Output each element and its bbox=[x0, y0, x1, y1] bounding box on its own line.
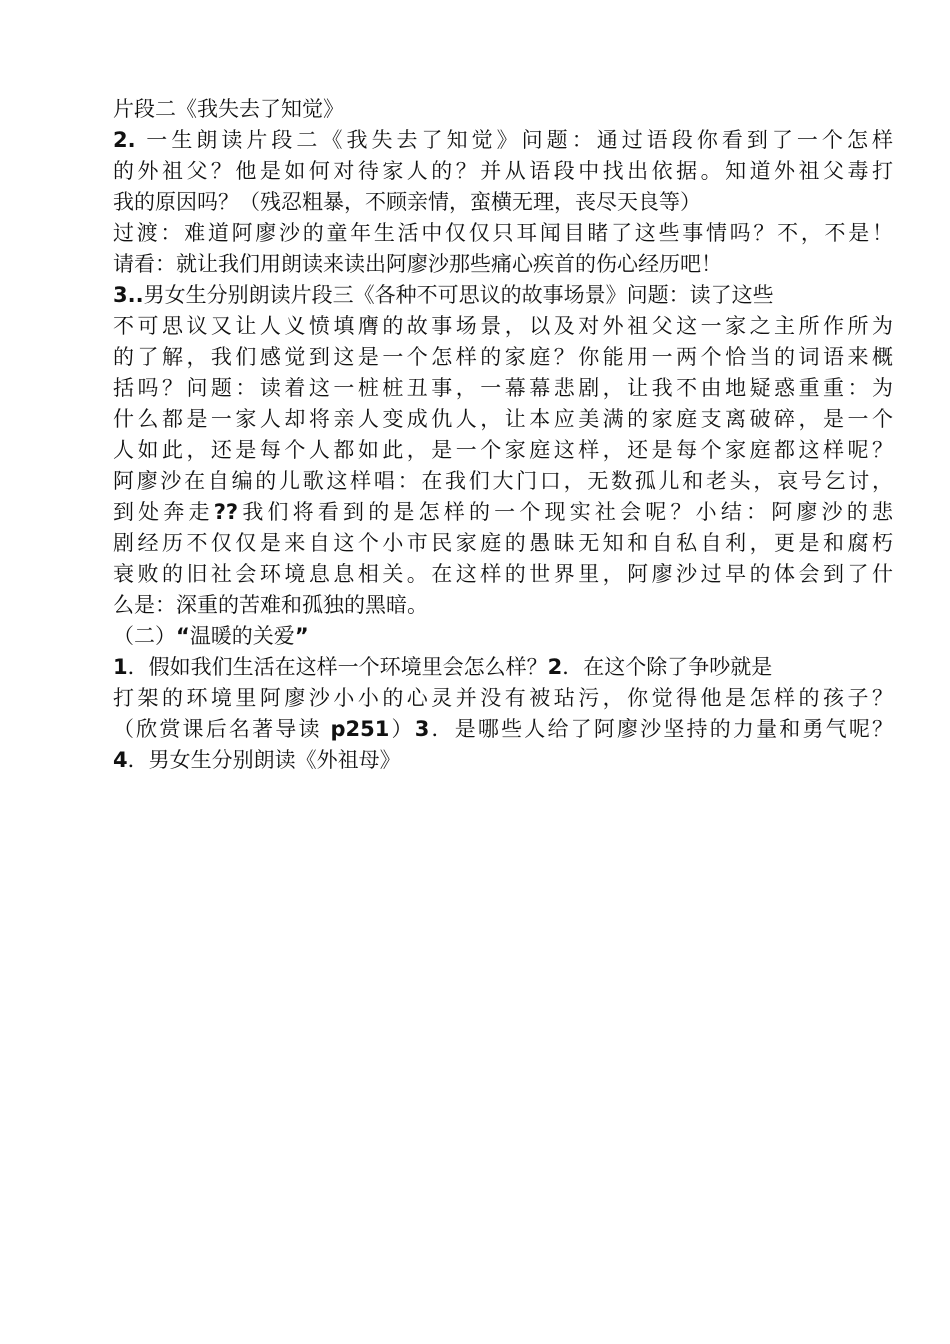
text-line bbox=[113, 683, 893, 714]
text-line bbox=[113, 342, 893, 373]
bold-number: 3 bbox=[414, 717, 430, 741]
bold-number: ” bbox=[294, 624, 309, 648]
text-segment: ．假如我们生活在这样一个环境里会怎么样？ bbox=[127, 655, 548, 679]
text-segment: （欣赏课后名著导读 bbox=[113, 717, 331, 741]
bold-number: ?? bbox=[213, 500, 239, 524]
text-line bbox=[113, 373, 893, 404]
text-line bbox=[113, 621, 893, 652]
bold-number: p251 bbox=[330, 717, 390, 741]
text-line bbox=[113, 311, 893, 342]
bold-number: 3.. bbox=[113, 283, 144, 307]
text-line bbox=[113, 497, 893, 528]
text-segment: ） bbox=[389, 717, 415, 741]
text-segment: ．在这个除了争吵就是 bbox=[562, 655, 773, 679]
text-line bbox=[113, 94, 893, 125]
text-segment: 么是：深重的苦难和孤独的黑暗。 bbox=[113, 593, 428, 617]
text-segment: 的外祖父？他是如何对待家人的？并从语段中找出依据。知道外祖父毒打 bbox=[113, 159, 893, 183]
text-segment: 括吗？问题：读着这一桩桩丑事，一幕幕悲剧，让我不由地疑惑重重：为 bbox=[113, 376, 893, 400]
text-line bbox=[113, 156, 893, 187]
text-line bbox=[113, 435, 893, 466]
text-line bbox=[113, 528, 893, 559]
text-line bbox=[113, 218, 893, 249]
text-segment: 的了解，我们感觉到这是一个怎样的家庭？你能用一两个恰当的词语来概 bbox=[113, 345, 893, 369]
bold-number: 2. bbox=[113, 128, 136, 152]
text-segment: 男女生分别朗读片段三《各种不可思议的故事场景》问题：读了这些 bbox=[143, 283, 774, 307]
bold-number: 1 bbox=[113, 655, 128, 679]
text-line bbox=[113, 745, 893, 776]
text-line bbox=[113, 404, 893, 435]
text-segment: ．是哪些人给了阿廖沙坚持的力量和勇气呢？ bbox=[429, 717, 894, 741]
text-line bbox=[113, 652, 893, 683]
text-line bbox=[113, 249, 893, 280]
text-segment: 不可思议又让人义愤填膺的故事场景，以及对外祖父这一家之主所作所为 bbox=[113, 314, 893, 338]
text-segment: 打架的环境里阿廖沙小小的心灵并没有被玷污，你觉得他是怎样的孩子？ bbox=[113, 686, 893, 710]
text-segment: 请看：就让我们用朗读来读出阿廖沙那些痛心疾首的伤心经历吧！ bbox=[113, 252, 722, 276]
text-segment: 人如此，还是每个人都如此，是一个家庭这样，还是每个家庭都这样呢？ bbox=[113, 438, 893, 462]
text-segment: 什么都是一家人却将亲人变成仇人，让本应美满的家庭支离破碎，是一个 bbox=[113, 407, 893, 431]
text-segment: 片段二《我失去了知觉》 bbox=[113, 97, 344, 121]
text-segment: 衰败的旧社会环境息息相关。在这样的世界里，阿廖沙过早的体会到了什 bbox=[113, 562, 893, 586]
text-segment: 剧经历不仅仅是来自这个小市民家庭的愚昧无知和自私自利，更是和腐朽 bbox=[113, 531, 893, 555]
text-segment: （二） bbox=[113, 624, 176, 648]
text-segment: 一生朗读片段二《我失去了知觉》问题：通过语段你看到了一个怎样 bbox=[135, 128, 893, 152]
text-segment: 过渡：难道阿廖沙的童年生活中仅仅只耳闻目睹了这些事情吗？不，不是！ bbox=[113, 221, 893, 245]
text-line bbox=[113, 125, 893, 156]
text-segment: 阿廖沙在自编的儿歌这样唱：在我们大门口，无数孤儿和老头，哀号乞讨， bbox=[113, 469, 893, 493]
text-line bbox=[113, 590, 893, 621]
text-segment: 温暖的关爱 bbox=[189, 624, 295, 648]
text-segment: 我们将看到的是怎样的一个现实社会呢？小结：阿廖沙的悲 bbox=[238, 500, 893, 524]
document-body bbox=[113, 94, 893, 776]
text-line bbox=[113, 714, 893, 745]
bold-number: 2 bbox=[547, 655, 563, 679]
text-line bbox=[113, 559, 893, 590]
text-line bbox=[113, 187, 893, 218]
text-segment: ．男女生分别朗读《外祖母》 bbox=[127, 748, 401, 772]
text-line bbox=[113, 466, 893, 497]
text-line bbox=[113, 280, 893, 311]
text-segment: 到处奔走 bbox=[113, 500, 214, 524]
text-segment: 我的原因吗？（残忍粗暴，不顾亲情，蛮横无理，丧尽天良等） bbox=[113, 190, 701, 214]
bold-number: “ bbox=[176, 624, 190, 648]
bold-number: 4 bbox=[113, 748, 128, 772]
